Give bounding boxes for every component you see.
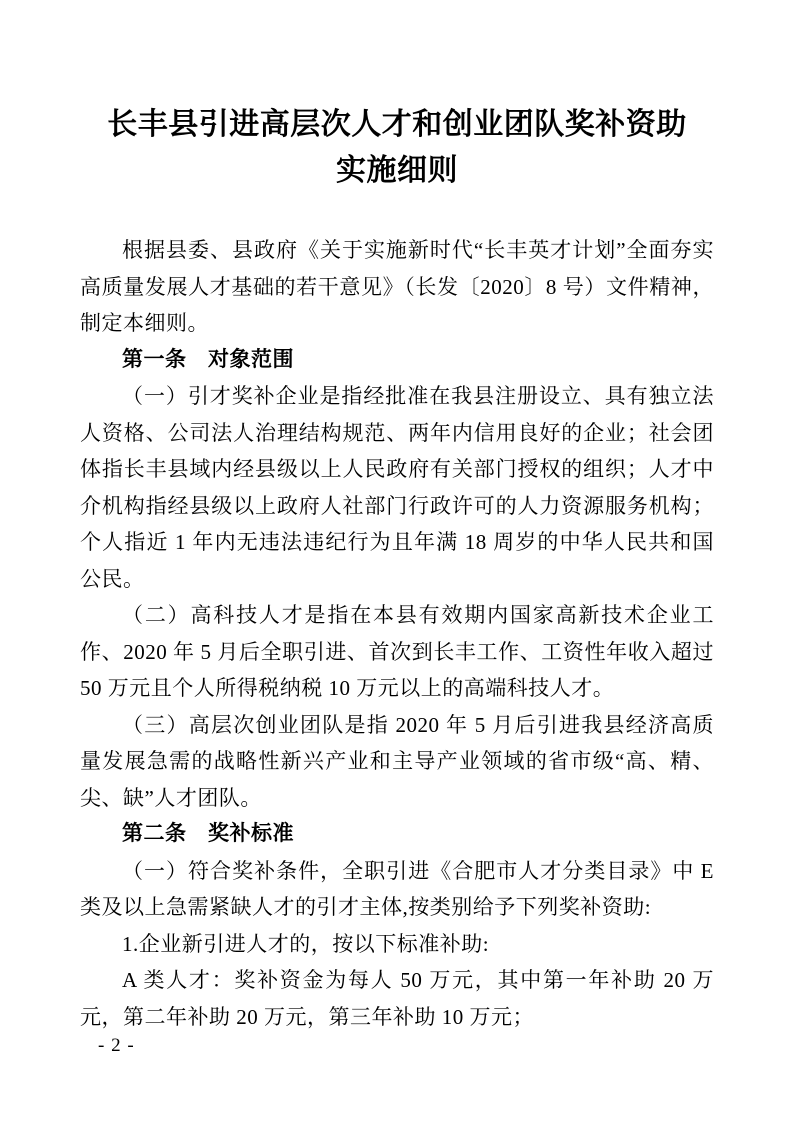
document-body <box>80 232 714 1035</box>
section-heading: 第二条 奖补标准 <box>122 822 294 845</box>
title-line-1: 长丰县引进高层次人才和创业团队奖补资助 <box>107 108 687 141</box>
paragraph: （一）符合奖补条件，全职引进《合肥市人才分类目录》中 E 类及以上急需紧缺人才的引才主体,按类别给予下列奖补资助: <box>80 858 714 919</box>
paragraph: （三）高层次创业团队是指 2020 年 5 月后引进我县经济高质量发展急需的战略性新兴产业和主导产业领域的省市级“高、精、尖、缺”人才团队。 <box>80 712 714 810</box>
title-line-2: 实施细则 <box>336 154 458 187</box>
paragraph: 根据县委、县政府《关于实施新时代“长丰英才计划”全面夯实高质量发展人才基础的若干意见》（长发〔2020〕8 号）文件精神，制定本细则。 <box>80 238 714 335</box>
paragraph: （二）高科技人才是指在本县有效期内国家高新技术企业工作、2020 年 5 月后全职引进、首次到长丰工作、工资性年收入超过 50 万元且个人所得税纳税 10 万元以上的高端科技人才。 <box>80 603 714 700</box>
paragraph: A 类人才：奖补资金为每人 50 万元，其中第一年补助 20 万元，第二年补助 20 万元，第三年补助 10 万元； <box>80 968 714 1029</box>
document-title <box>80 102 714 194</box>
section-heading: 第一条 对象范围 <box>122 347 294 371</box>
paragraph: （一）引才奖补企业是指经批准在我县注册设立、具有独立法人资格、公司法人治理结构规范、两年内信用良好的企业；社会团体指长丰县域内经县级以上人民政府有关部门授权的组织；人才中介机构指经县级以上政府人社部门行政许可的人力资源服务机构；个人指近 1 年内无违法违纪行为且年满 18 周岁的中华人民共和国公民。 <box>80 384 714 591</box>
page-number: - 2 - <box>98 1035 135 1056</box>
paragraph: 1.企业新引进人才的，按以下标准补助: <box>122 931 490 956</box>
